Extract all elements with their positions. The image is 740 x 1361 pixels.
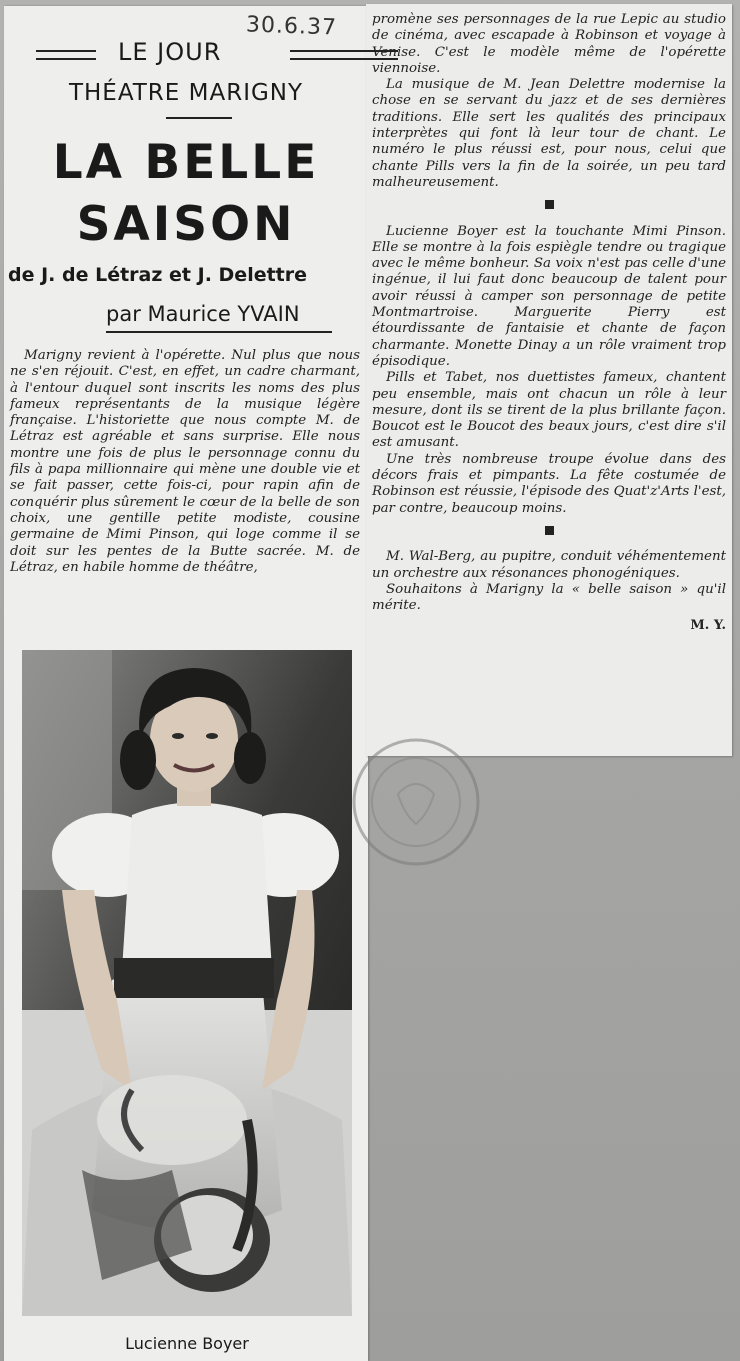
paragraph: Souhaitons à Marigny la « belle saison » qu'il mérite. bbox=[372, 581, 726, 614]
square-bullet-icon bbox=[545, 200, 554, 209]
square-bullet-icon bbox=[545, 526, 554, 535]
newspaper-name: LE JOUR bbox=[118, 38, 222, 66]
portrait-photo bbox=[22, 650, 352, 1316]
composer-underline bbox=[106, 331, 332, 333]
title-line-2: SAISON bbox=[76, 197, 296, 252]
handwritten-date: 30.6.37 bbox=[245, 12, 338, 41]
paragraph: La musique de M. Jean Delettre modernise la chose en se servant du jazz et de ses dernières traditions. Elle sert les qualités des principaux interprètes qui font là leur tour de chant. Le numéro le plus réussi est, pour nous, celui que chante Pills vers la fin de la soirée, un peu tard malheureusement. bbox=[372, 77, 726, 190]
paragraph: Pills et Tabet, nos duettistes fameux, chantent peu ensemble, mais ont chacun un rôle à leur mesure, dont ils se tirent de la plus brillante façon. Boucot est le Boucot des beaux jours, c'est dire s'il est amusant. bbox=[372, 370, 726, 451]
article-title bbox=[10, 132, 362, 256]
library-stamp-icon bbox=[348, 734, 484, 870]
paragraph: promène ses personnages de la rue Lepic au studio de cinéma, avec escapade à Robinson et voyage à Venise. C'est le modèle même de l'opérette viennoise. bbox=[372, 12, 726, 76]
article-column-2 bbox=[372, 12, 726, 635]
paragraph: Une très nombreuse troupe évolue dans des décors frais et pimpants. La fête costumée de Robinson est réussie, l'épisode des Quat'z'Arts l'est, par contre, beaucoup moins. bbox=[372, 451, 726, 516]
composer-line: par Maurice YVAIN bbox=[106, 302, 300, 326]
newspaper-header bbox=[36, 38, 366, 68]
theatre-name: THÉATRE MARIGNY bbox=[68, 80, 304, 106]
paragraph: Lucienne Boyer est la touchante Mimi Pinson. Elle se montre à la fois espiègle tendre ou tragique avec le même bonheur. Sa voix n'est pas celle d'une ingénue, il lui faut donc beaucoup de talent pour avoir réussi à camper son personnage de petite Montmartroise. Marguerite Pierry est étourdissante de fantaisie et chante de façon charmante. Monette Dinay a un rôle vraiment trop épisodique. bbox=[372, 223, 726, 369]
article-column-1 bbox=[10, 348, 360, 576]
authors-line: de J. de Létraz et J. Delettre bbox=[8, 264, 308, 286]
paragraph: M. Wal-Berg, au pupitre, conduit véhémentement un orchestre aux résonances phonogéniques. bbox=[372, 549, 726, 581]
paragraph: Marigny revient à l'opérette. Nul plus que nous ne s'en réjouit. C'est, en effet, un cadre charmant, à l'entour duquel sont inscrits les noms des plus fameux représentants de la musique légère française. L'historiette que nous compte M. de Létraz est agréable et sans surprise. Elle nous montre une fois de plus le personnage connu du fils à papa millionnaire qui mène une double vie et se fait passer, cette fois-ci, pour rapin afin de conquérir plus sûrement le cœur de la belle de son choix, une gentille petite modiste, cousine germaine de Mimi Pinson, qui loge comme il se doit sur les pentes de la Butte sacrée. M. de Létraz, en habile homme de théâtre, bbox=[10, 348, 360, 575]
section-separator bbox=[372, 524, 726, 540]
section-separator bbox=[372, 198, 726, 214]
photo-caption: Lucienne Boyer bbox=[125, 1334, 249, 1353]
title-divider bbox=[166, 117, 232, 119]
portrait-image bbox=[22, 650, 352, 1316]
signature: M. Y. bbox=[690, 618, 726, 634]
header-rule-left bbox=[36, 50, 96, 60]
title-line-1: LA BELLE bbox=[52, 135, 320, 190]
